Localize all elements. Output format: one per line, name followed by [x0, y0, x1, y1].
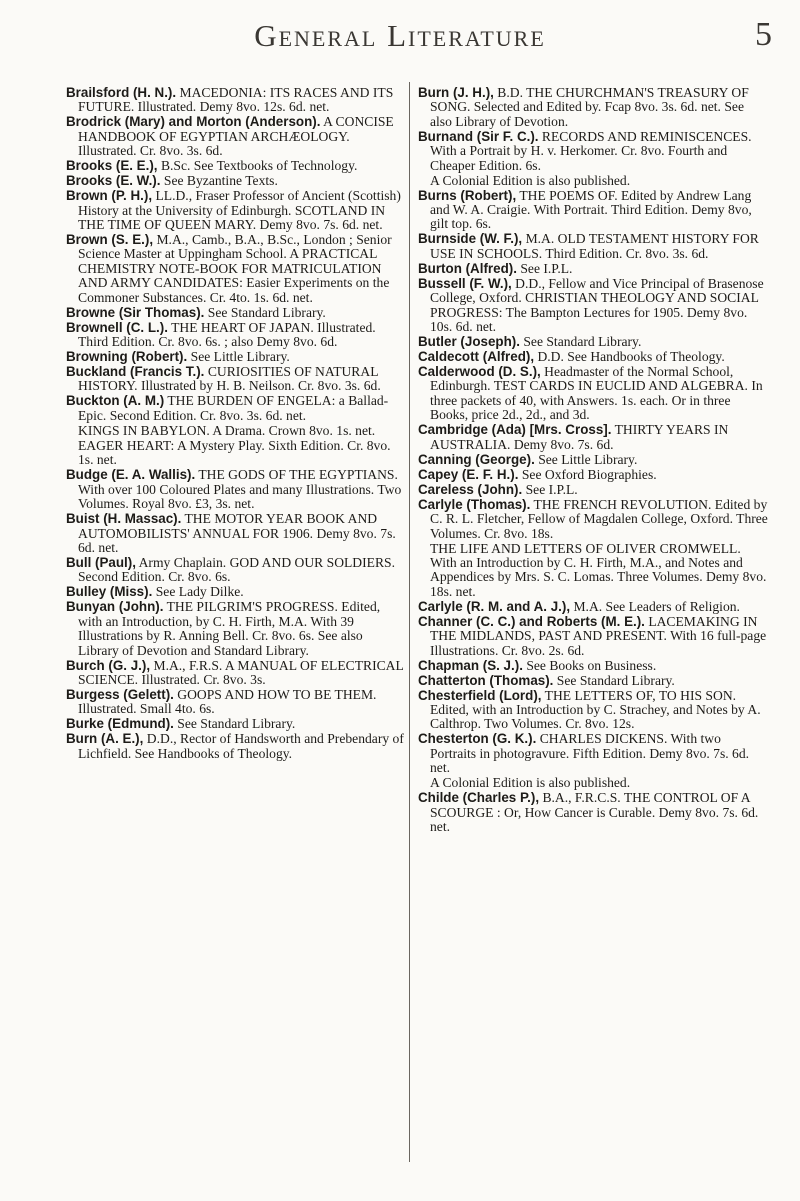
entry-author: Bull (Paul), [66, 554, 136, 570]
catalogue-entry [418, 365, 768, 423]
entry-description: M.A. OLD TESTAMENT HISTORY FOR USE IN SCHOOLS. Third Edition. Cr. 8vo. 3s. 6d. [430, 231, 759, 261]
entry-description: B.A., F.R.C.S. THE CONTROL OF A SCOURGE : Or, How Cancer is Curable. Demy 8vo. 7s. 6d. net. [430, 790, 759, 834]
entry-author: Browne (Sir Thomas). [66, 304, 205, 320]
entry-author: Burn (J. H.), [418, 85, 494, 100]
entry-description: THE POEMS OF. Edited by Andrew Lang and W. A. Craigie. With Portrait. Third Edition. Demy 8vo, gilt top. 6s. [430, 187, 752, 232]
entry-author: Brodrick (Mary) and Morton (Anderson). [66, 114, 321, 130]
entry-author: Buckton (A. M.) [66, 393, 165, 409]
entry-description: B.D. THE CHURCHMAN'S TREASURY OF SONG. Selected and Edited by. Fcap 8vo. 3s. 6d. net. See also Library of Devotion. [430, 85, 749, 129]
entry-description: THE GODS OF THE EGYPTIANS. With over 100 Coloured Plates and many Illustrations. Two Volumes. Royal 8vo. £3, 3s. net. [78, 467, 402, 512]
entry-author: Capey (E. F. H.). [418, 466, 519, 482]
entry-author: Chatterton (Thomas). [418, 672, 554, 688]
catalogue-entry [66, 233, 406, 305]
entry-author: Butler (Joseph). [418, 334, 520, 350]
entry-author: Burn (A. E.), [66, 731, 144, 747]
entry-author: Caldecott (Alfred), [418, 349, 535, 365]
entry-description: Army Chaplain. GOD AND OUR SOLDIERS. Second Edition. Cr. 8vo. 6s. [78, 554, 395, 585]
catalogue-entry [66, 717, 406, 731]
catalogue-entry [418, 615, 768, 658]
entry-description: A CONCISE HANDBOOK OF EGYPTIAN ARCHÆOLOGY. Illustrated. Cr. 8vo. 3s. 6d. [78, 114, 394, 159]
catalogue-entry [66, 439, 406, 468]
entry-author: Bulley (Miss). [66, 584, 153, 600]
column-divider [409, 82, 410, 1162]
entry-author: Brown (P. H.), [66, 188, 153, 204]
catalogue-entry [418, 776, 768, 790]
entry-description: See I.P.L. [520, 260, 573, 276]
entry-author: Burnand (Sir F. C.). [418, 128, 539, 144]
catalogue-entry [418, 262, 768, 276]
entry-author: Canning (George). [418, 451, 535, 467]
catalogue-entry [418, 659, 768, 673]
catalogue-entry [66, 468, 406, 511]
catalogue-entry [66, 732, 406, 761]
entry-author: Carlyle (R. M. and A. J.), [418, 598, 571, 614]
entry-description: M.A., F.R.S. A MANUAL OF ELECTRICAL SCIENCE. Illustrated. Cr. 8vo. 3s. [78, 657, 404, 687]
catalogue-entry [418, 542, 768, 600]
running-title: General Literature [254, 18, 546, 53]
entry-author: Burns (Robert), [418, 187, 517, 203]
entry-description: MACEDONIA: ITS RACES AND ITS FUTURE. Illustrated. Demy 8vo. 12s. 6d. net. [78, 85, 394, 115]
entry-author: Childe (Charles P.), [418, 790, 540, 806]
catalogue-entry [66, 659, 406, 688]
catalogue-entry [418, 174, 768, 188]
catalogue-entry [66, 86, 406, 115]
entry-author: Cambridge (Ada) [Mrs. Cross]. [418, 422, 612, 438]
entry-description: See Byzantine Texts. [163, 173, 278, 189]
entry-description: EAGER HEART: A Mystery Play. Sixth Edition. Cr. 8vo. 1s. net. [78, 437, 391, 468]
catalogue-entry [418, 232, 768, 261]
catalogue-entry [66, 159, 406, 173]
entry-description: CURIOSITIES OF NATURAL HISTORY. Illustrated by H. B. Neilson. Cr. 8vo. 3s. 6d. [78, 364, 381, 394]
catalogue-entry [418, 483, 768, 497]
entry-description: LACEMAKING IN THE MIDLANDS, PAST AND PRESENT. With 16 full-page Illustrations. Cr. 8vo. 2s. 6d. [430, 613, 767, 658]
catalogue-entry [418, 130, 768, 173]
entry-description: See Standard Library. [523, 334, 642, 350]
right-column [418, 86, 768, 835]
entry-description: KINGS IN BABYLON. A Drama. Crown 8vo. 1s. net. [78, 422, 376, 438]
entry-description: See Standard Library. [556, 672, 675, 688]
catalogue-entry [418, 277, 768, 335]
catalogue-entry [66, 365, 406, 394]
entry-author: Brown (S. E.), [66, 232, 154, 248]
entry-description: THIRTY YEARS IN AUSTRALIA. Demy 8vo. 7s. 6d. [430, 422, 729, 452]
entry-description: Headmaster of the Normal School, Edinburgh. TEST CARDS IN EUCLID AND ALGEBRA. In three packets of 40, with Answers. 1s. each. Or in three Books, price 2d., 2d., and 3d. [430, 364, 763, 423]
entry-author: Chapman (S. J.). [418, 657, 523, 673]
catalogue-entry [418, 498, 768, 541]
catalogue-entry [66, 424, 406, 438]
entry-author: Chesterton (G. K.). [418, 731, 537, 747]
entry-description: D.D., Fellow and Vice Principal of Brasenose College, Oxford. CHRISTIAN THEOLOGY AND SOCIAL PROGRESS: The Bampton Lectures for 1905. Demy 8vo. 10s. 6d. net. [430, 275, 764, 335]
entry-description: See Little Library. [190, 349, 290, 365]
page-header [0, 18, 800, 62]
catalogue-entry [418, 468, 768, 482]
catalogue-entry [418, 423, 768, 452]
catalogue-entry [66, 350, 406, 364]
entry-description: THE PILGRIM'S PROGRESS. Edited, with an Introduction, by C. H. Firth, M.A. With 39 Illustrations by R. Anning Bell. Cr. 8vo. 6s. See also Library of Devotion and Standard Library. [78, 599, 381, 658]
entry-description: GOOPS AND HOW TO BE THEM. Illustrated. Small 4to. 6s. [78, 686, 377, 717]
entry-description: B.Sc. See Textbooks of Technology. [160, 158, 358, 174]
entry-description: M.A. See Leaders of Religion. [573, 598, 740, 614]
catalogue-entry [66, 174, 406, 188]
catalogue-entry [418, 189, 768, 232]
entry-description: THE LETTERS OF, TO HIS SON. Edited, with an Introduction by C. Strachey, and Notes by A. Calthrop. Two Volumes. Cr. 8vo. 12s. [430, 687, 761, 732]
catalogue-entry [66, 394, 406, 423]
entry-description: A Colonial Edition is also published. [430, 775, 631, 791]
catalogue-entry [66, 585, 406, 599]
entry-description: See Standard Library. [207, 304, 326, 320]
entry-author: Channer (C. C.) and Roberts (M. E.). [418, 613, 645, 629]
catalogue-entry [66, 556, 406, 585]
entry-description: LL.D., Fraser Professor of Ancient (Scottish) History at the University of Edinburgh. SCOTLAND IN THE TIME OF QUEEN MARY. Demy 8vo. 7s. 6d. net. [78, 188, 401, 233]
entry-description: THE BURDEN OF ENGELA: a Ballad-Epic. Second Edition. Cr. 8vo. 3s. 6d. net. [78, 393, 389, 423]
catalogue-entry [418, 674, 768, 688]
catalogue-entry [66, 600, 406, 658]
entry-description: THE FRENCH REVOLUTION. Edited by C. R. L. Fletcher, Fellow of Magdalen College, Oxford. Three Volumes. Cr. 8vo. 18s. [430, 496, 768, 541]
catalogue-entry [418, 689, 768, 732]
entry-author: Brooks (E. E.), [66, 158, 158, 174]
entry-author: Brownell (C. L.). [66, 319, 168, 335]
entry-description: RECORDS AND REMINISCENCES. With a Portrait by H. v. Herkomer. Cr. 8vo. Fourth and Cheaper Edition. 6s. [430, 128, 752, 173]
entry-author: Calderwood (D. S.), [418, 364, 541, 380]
entry-author: Buckland (Francis T.). [66, 364, 205, 380]
entry-author: Bussell (F. W.), [418, 275, 512, 291]
entry-author: Careless (John). [418, 481, 523, 497]
catalogue-entry [66, 512, 406, 555]
entry-author: Burgess (Gelett). [66, 686, 174, 702]
catalogue-entry [418, 86, 768, 129]
entry-description: D.D., Rector of Handsworth and Prebendary of Lichfield. See Handbooks of Theology. [78, 731, 404, 761]
entry-description: D.D. See Handbooks of Theology. [537, 349, 725, 365]
entry-description: See Oxford Biographies. [521, 466, 657, 482]
entry-description: See Lady Dilke. [155, 584, 244, 600]
page-number: 5 [755, 16, 772, 53]
entry-author: Browning (Robert). [66, 349, 188, 365]
entry-author: Burke (Edmund). [66, 716, 174, 732]
entry-author: Budge (E. A. Wallis). [66, 467, 196, 483]
catalogue-entry [418, 732, 768, 775]
entry-description: See Books on Business. [526, 657, 657, 673]
catalogue-entry [66, 115, 406, 158]
entry-author: Buist (H. Massac). [66, 511, 182, 527]
entry-author: Burton (Alfred). [418, 260, 517, 276]
entry-description: A Colonial Edition is also published. [430, 172, 631, 188]
catalogue-entry [418, 453, 768, 467]
entry-author: Chesterfield (Lord), [418, 687, 542, 703]
entry-description: M.A., Camb., B.A., B.Sc., London ; Senior Science Master at Uppingham School. A PRACTICAL CHEMISTRY NOTE-BOOK FOR MATRICULATION AND ARMY CANDIDATES: Easier Experiments on the Commoner Substances. Cr. 4to. 1s. 6d. net. [78, 232, 392, 305]
entry-author: Bunyan (John). [66, 599, 164, 615]
catalogue-entry [418, 350, 768, 364]
entry-author: Brooks (E. W.). [66, 173, 161, 189]
entry-author: Burnside (W. F.), [418, 231, 523, 247]
catalogue-entry [66, 688, 406, 717]
catalogue-entry [66, 306, 406, 320]
catalogue-entry [66, 189, 406, 232]
left-column [66, 86, 406, 762]
entry-description: CHARLES DICKENS. With two Portraits in photogravure. Fifth Edition. Demy 8vo. 7s. 6d. net. [430, 731, 750, 776]
entry-author: Burch (G. J.), [66, 657, 151, 673]
entry-author: Carlyle (Thomas). [418, 496, 531, 512]
entry-description: THE MOTOR YEAR BOOK AND AUTOMOBILISTS' ANNUAL FOR 1906. Demy 8vo. 7s. 6d. net. [78, 511, 396, 555]
catalogue-entry [66, 321, 406, 350]
entry-description: See I.P.L. [525, 481, 578, 497]
catalogue-entry [418, 791, 768, 834]
catalogue-entry [418, 335, 768, 349]
entry-author: Brailsford (H. N.). [66, 85, 177, 100]
entry-description: See Standard Library. [177, 716, 296, 732]
entry-description: THE HEART OF JAPAN. Illustrated. Third Edition. Cr. 8vo. 6s. ; also Demy 8vo. 6d. [78, 319, 376, 350]
entry-description: THE LIFE AND LETTERS OF OLIVER CROMWELL. With an Introduction by C. H. Firth, M.A., and Notes and Appendices by Mrs. S. C. Lomas. Three Volumes. Demy 8vo. 18s. net. [430, 540, 767, 599]
catalogue-entry [418, 600, 768, 614]
entry-description: See Little Library. [538, 451, 638, 467]
